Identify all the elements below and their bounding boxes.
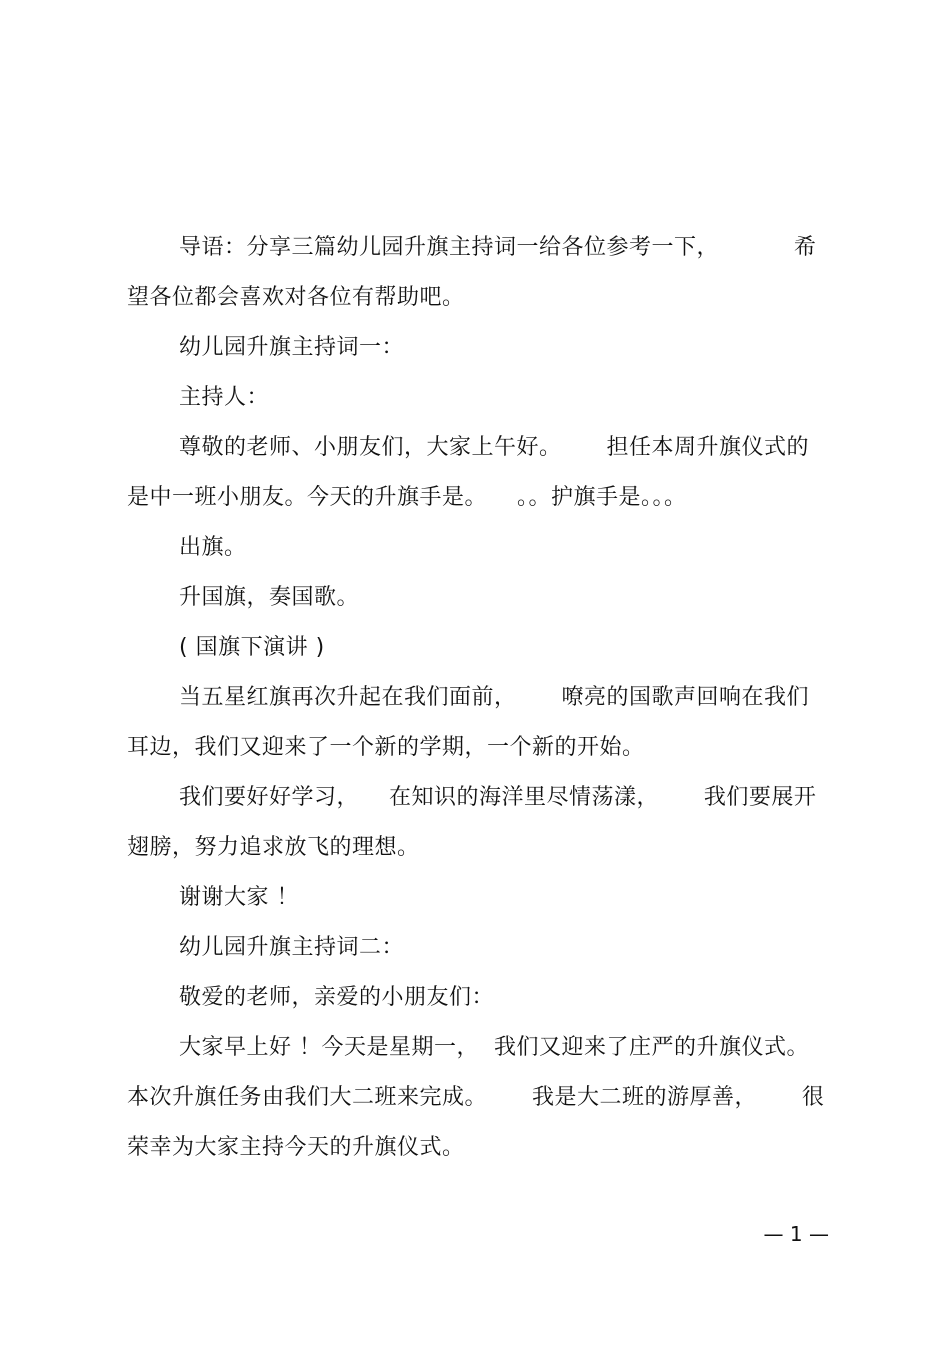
- page-number: — 1 —: [763, 1222, 829, 1246]
- section-heading-one: 幼儿园升旗主持词一：: [179, 335, 405, 360]
- document-body: [127, 223, 829, 1173]
- speech-paragraph-1: 当五星红旗再次升起在我们面前， 嘹亮的国歌声回响在我们耳边，我们又迎来了一个新的学期，一个新的开始。: [127, 685, 809, 760]
- speech-paragraph-2: 我们要好好学习， 在知识的海洋里尽情荡漾， 我们要展开翅膀，努力追求放飞的理想。: [127, 785, 817, 860]
- intro-paragraph: 导语：分享三篇幼儿园升旗主持词一给各位参考一下， 希望各位都会喜欢对各位有帮助吧。: [127, 235, 817, 310]
- thanks-line: 谢谢大家 ！: [179, 885, 299, 910]
- step-flag-out: 出旗。: [179, 535, 247, 560]
- opening-paragraph: 大家早上好 ！今天是星期一， 我们又迎来了庄严的升旗仪式。本次升旗任务由我们大二班来完成。 我是大二班的游厚善， 很荣幸为大家主持今天的升旗仪式。: [127, 1035, 825, 1160]
- salutation-line: 敬爱的老师，亲爱的小朋友们：: [179, 985, 495, 1010]
- speech-label: ( 国旗下演讲 ): [179, 635, 325, 660]
- step-raise-flag: 升国旗，奏国歌。: [179, 585, 360, 610]
- greeting-paragraph: 尊敬的老师、小朋友们，大家上午好。 担任本周升旗仪式的是中一班小朋友。今天的升旗手是。 。。护旗手是。。。: [127, 435, 809, 510]
- host-label: 主持人：: [179, 385, 270, 410]
- section-heading-two: 幼儿园升旗主持词二：: [179, 935, 405, 960]
